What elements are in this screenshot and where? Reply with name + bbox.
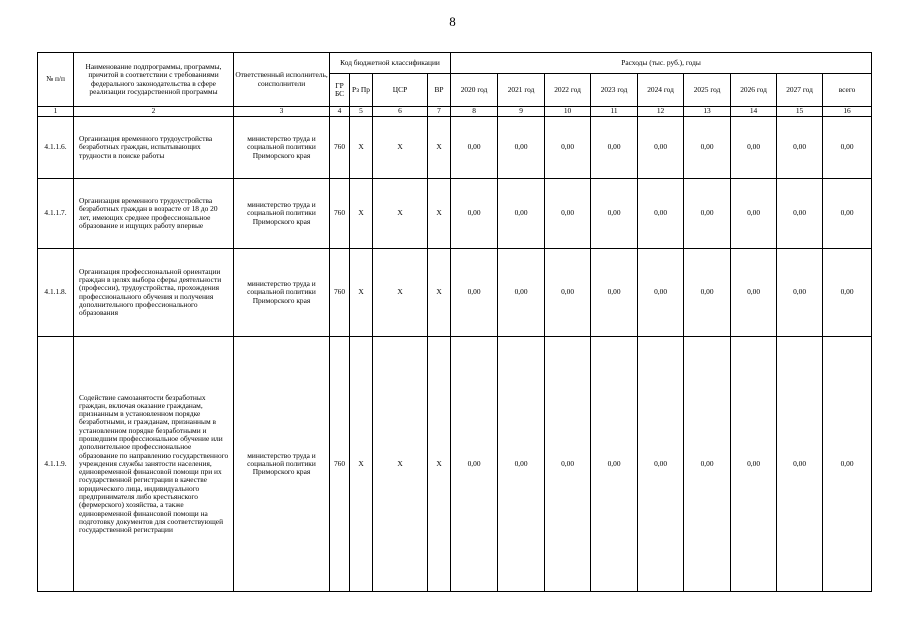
table-row bbox=[38, 117, 872, 179]
row-vr: X bbox=[428, 337, 451, 592]
row-vr: X bbox=[428, 179, 451, 249]
row-value: 0,00 bbox=[731, 179, 777, 249]
row-csr: X bbox=[373, 117, 428, 179]
row-value: 0,00 bbox=[777, 117, 823, 179]
row-value: 0,00 bbox=[731, 117, 777, 179]
row-value: 0,00 bbox=[591, 117, 638, 179]
row-value: 0,00 bbox=[545, 179, 591, 249]
row-value: 0,00 bbox=[498, 337, 545, 592]
row-value: 0,00 bbox=[451, 117, 498, 179]
header-row-top bbox=[38, 53, 872, 74]
row-executor: министерство труда и социальной политики Приморского края bbox=[234, 117, 330, 179]
row-grbs: 760 bbox=[330, 179, 350, 249]
row-value: 0,00 bbox=[591, 249, 638, 337]
row-number: 4.1.1.7. bbox=[38, 179, 74, 249]
row-value: 0,00 bbox=[638, 179, 684, 249]
column-number: 6 bbox=[373, 107, 428, 117]
row-value: 0,00 bbox=[777, 337, 823, 592]
row-number: 4.1.1.6. bbox=[38, 117, 74, 179]
header-year: 2020 год bbox=[451, 74, 498, 107]
row-value: 0,00 bbox=[684, 117, 731, 179]
row-value: 0,00 bbox=[451, 179, 498, 249]
header-vr: ВР bbox=[428, 74, 451, 107]
header-grbs: ГР БС bbox=[330, 74, 350, 107]
column-number: 13 bbox=[684, 107, 731, 117]
header-year: 2027 год bbox=[777, 74, 823, 107]
row-executor: министерство труда и социальной политики Приморского края bbox=[234, 249, 330, 337]
row-grbs: 760 bbox=[330, 337, 350, 592]
header-rzpr: Рз Пр bbox=[350, 74, 373, 107]
header-year: 2023 год bbox=[591, 74, 638, 107]
row-value: 0,00 bbox=[545, 249, 591, 337]
row-executor: министерство труда и социальной политики Приморского края bbox=[234, 337, 330, 592]
row-rzpr: X bbox=[350, 117, 373, 179]
page-number: 8 bbox=[449, 14, 456, 29]
header-budget-code: Код бюджетной классификации bbox=[330, 53, 451, 74]
row-grbs: 760 bbox=[330, 117, 350, 179]
budget-expenses-table bbox=[37, 52, 872, 592]
column-number: 2 bbox=[74, 107, 234, 117]
header-year: 2026 год bbox=[731, 74, 777, 107]
row-csr: X bbox=[373, 337, 428, 592]
header-num: № п/п bbox=[38, 53, 74, 107]
column-number: 4 bbox=[330, 107, 350, 117]
row-value: 0,00 bbox=[498, 117, 545, 179]
row-value: 0,00 bbox=[498, 179, 545, 249]
header-executor: Ответственный исполнитель, соисполнители bbox=[234, 53, 330, 107]
row-name: Организация профессиональной ориентации граждан в целях выбора сферы деятельности (профессии), трудоустройства, прохождения профессионального обучения и получения дополнительного профессионального образования bbox=[74, 249, 234, 337]
row-value: 0,00 bbox=[638, 117, 684, 179]
row-name: Организация временного трудоустройства безработных граждан, испытывающих трудности в поиске работы bbox=[74, 117, 234, 179]
row-value: 0,00 bbox=[731, 249, 777, 337]
row-value: 0,00 bbox=[777, 249, 823, 337]
row-name: Организация временного трудоустройства безработных граждан в возрасте от 18 до 20 лет, имеющих среднее профессиональное образование и ищущих работу впервые bbox=[74, 179, 234, 249]
row-value: 0,00 bbox=[545, 117, 591, 179]
row-name: Содействие самозанятости безработных граждан, включая оказание гражданам, признанным в установленном порядке безработными, и гражданам, признанным в установленном порядке безработными и прошедшим профессиональное обучение или дополнительное профессиональное образование по направлению государственного учреждения службы занятости населения, единовременной финансовой помощи при их государственной регистрации в качестве юридического лица, индивидуального предпринимателя либо крестьянского (фермерского) хозяйства, а также единовременной финансовой помощи на подготовку документов для соответствующей государственной регистрации bbox=[74, 337, 234, 592]
column-number: 11 bbox=[591, 107, 638, 117]
column-number: 7 bbox=[428, 107, 451, 117]
column-number: 16 bbox=[823, 107, 872, 117]
row-value: 0,00 bbox=[684, 249, 731, 337]
row-value: 0,00 bbox=[684, 337, 731, 592]
row-value: 0,00 bbox=[545, 337, 591, 592]
row-value: 0,00 bbox=[451, 337, 498, 592]
row-value: 0,00 bbox=[451, 249, 498, 337]
row-vr: X bbox=[428, 117, 451, 179]
header-year: 2024 год bbox=[638, 74, 684, 107]
row-number: 4.1.1.9. bbox=[38, 337, 74, 592]
row-value: 0,00 bbox=[498, 249, 545, 337]
column-number: 10 bbox=[545, 107, 591, 117]
row-value: 0,00 bbox=[638, 337, 684, 592]
row-executor: министерство труда и социальной политики Приморского края bbox=[234, 179, 330, 249]
row-value: 0,00 bbox=[731, 337, 777, 592]
row-csr: X bbox=[373, 179, 428, 249]
header-year: 2021 год bbox=[498, 74, 545, 107]
column-number: 8 bbox=[451, 107, 498, 117]
row-value: 0,00 bbox=[638, 249, 684, 337]
row-grbs: 760 bbox=[330, 249, 350, 337]
row-number: 4.1.1.8. bbox=[38, 249, 74, 337]
table-row bbox=[38, 179, 872, 249]
header-year: 2025 год bbox=[684, 74, 731, 107]
column-number: 15 bbox=[777, 107, 823, 117]
row-vr: X bbox=[428, 249, 451, 337]
row-rzpr: X bbox=[350, 337, 373, 592]
header-total: всего bbox=[823, 74, 872, 107]
row-value: 0,00 bbox=[591, 179, 638, 249]
row-total: 0,00 bbox=[823, 117, 872, 179]
column-number: 5 bbox=[350, 107, 373, 117]
table-row bbox=[38, 337, 872, 592]
row-rzpr: X bbox=[350, 179, 373, 249]
row-value: 0,00 bbox=[591, 337, 638, 592]
column-number: 3 bbox=[234, 107, 330, 117]
column-number-row bbox=[38, 107, 872, 117]
row-rzpr: X bbox=[350, 249, 373, 337]
header-name: Наименование подпрограммы, программы, причитой в соответствии с требованиями федерального законодательства в сфере реализации государственной программы bbox=[74, 53, 234, 107]
header-expenses: Расходы (тыс. руб.), годы bbox=[451, 53, 872, 74]
row-value: 0,00 bbox=[684, 179, 731, 249]
row-csr: X bbox=[373, 249, 428, 337]
row-total: 0,00 bbox=[823, 179, 872, 249]
header-csr: ЦСР bbox=[373, 74, 428, 107]
column-number: 12 bbox=[638, 107, 684, 117]
header-year: 2022 год bbox=[545, 74, 591, 107]
row-total: 0,00 bbox=[823, 337, 872, 592]
table-row bbox=[38, 249, 872, 337]
column-number: 14 bbox=[731, 107, 777, 117]
row-value: 0,00 bbox=[777, 179, 823, 249]
column-number: 1 bbox=[38, 107, 74, 117]
row-total: 0,00 bbox=[823, 249, 872, 337]
column-number: 9 bbox=[498, 107, 545, 117]
